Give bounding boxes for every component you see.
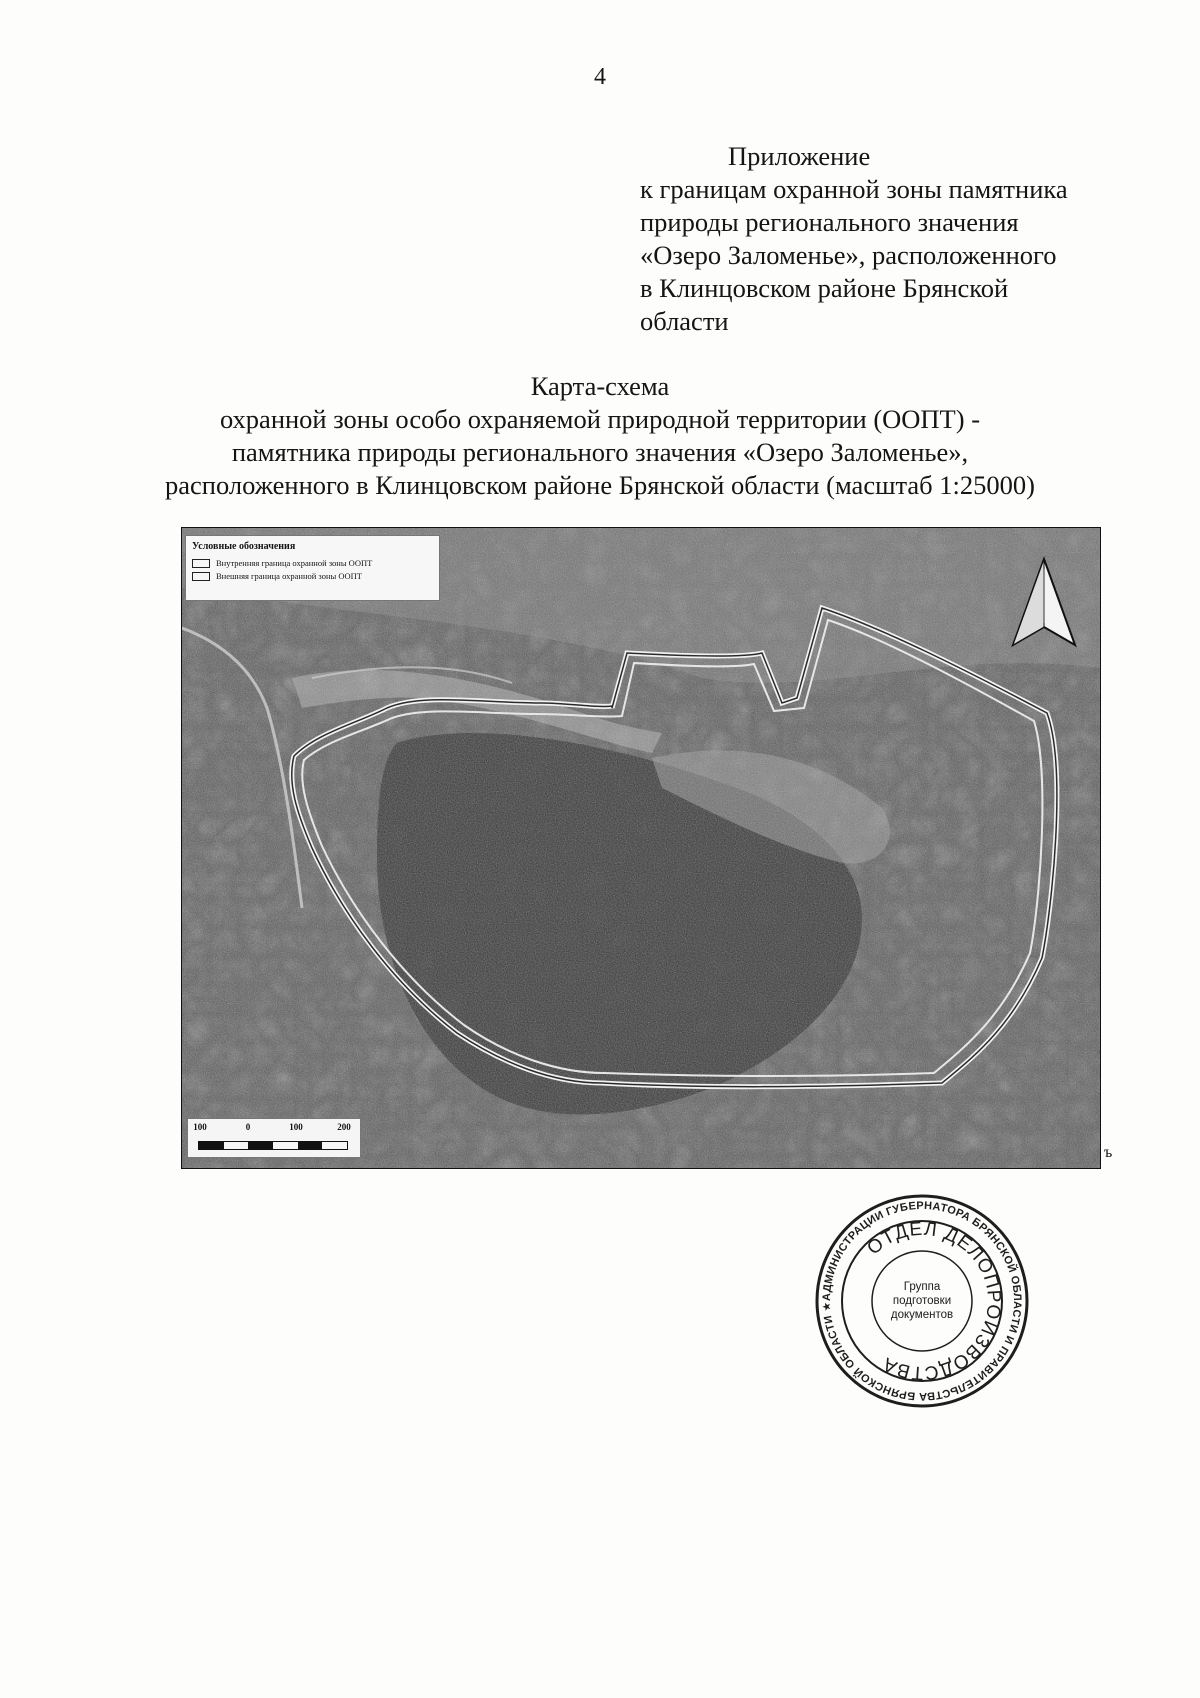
scale-label: 200 [337, 1122, 351, 1132]
legend-item [192, 558, 433, 568]
scale-labels [188, 1122, 360, 1136]
scale-label: 100 [193, 1122, 207, 1132]
legend-title: Условные обозначения [192, 541, 296, 552]
map-heading-line: охранной зоны особо охраняемой природной территории (ООПТ) - [219, 404, 981, 434]
map-legend [185, 535, 440, 601]
scale-segment [322, 1142, 347, 1149]
scale-segment [298, 1142, 323, 1149]
scale-label: 100 [289, 1122, 303, 1132]
north-arrow-icon [1009, 555, 1079, 655]
stamp-center [814, 1193, 1030, 1409]
scale-segment [248, 1142, 273, 1149]
map-heading-line: расположенного в Клинцовском районе Брянской области (масштаб 1:25000) [165, 470, 1035, 500]
svg-text:ОТДЕЛ ДЕЛОПРОИЗВОДСТВА: ОТДЕЛ ДЕЛОПРОИЗВОДСТВА [863, 1218, 1005, 1384]
legend-item-label: Внутренняя граница охранной зоны ООПТ [216, 558, 373, 568]
appendix-line: области [640, 306, 729, 336]
scale-segment [273, 1142, 298, 1149]
appendix-line: к границам охранной зоны памятника [640, 174, 1068, 204]
scale-segment [199, 1142, 224, 1149]
satellite-map [181, 527, 1101, 1169]
legend-item-label: Внешняя граница охранной зоны ООПТ [216, 571, 362, 581]
stamp-center-line: Группа [903, 1281, 941, 1293]
appendix-title: Приложение [728, 141, 871, 171]
appendix-line: «Озеро Заломенье», расположенного [640, 240, 1057, 270]
svg-text:АДМИНИСТРАЦИИ ГУБЕРНАТОРА БРЯН: АДМИНИСТРАЦИИ ГУБЕРНАТОРА БРЯНСКОЙ ОБЛАСТИ И ПРАВИТЕЛЬСТВА БРЯНСКОЙ ОБЛАСТИ ★ [820, 1199, 1024, 1403]
page-number: 4 [594, 64, 606, 90]
map-image [182, 528, 1100, 1168]
legend-swatch-icon [192, 572, 210, 581]
stamp-center-line: документов [890, 1309, 954, 1321]
stamp-center-line: подготовки [892, 1295, 952, 1307]
margin-mark: ъ [1104, 1144, 1113, 1161]
scale-segment [224, 1142, 249, 1149]
appendix-line: природы регионального значения [640, 207, 1019, 237]
map-heading [0, 370, 1200, 502]
scale-bar [187, 1118, 361, 1158]
scale-bar-graphic [198, 1141, 348, 1150]
legend-item [192, 571, 433, 581]
appendix-line: в Клинцовском районе Брянской [640, 273, 1009, 303]
official-stamp [814, 1193, 1030, 1414]
legend-swatch-icon [192, 559, 210, 568]
appendix-block [640, 140, 1120, 338]
map-heading-title: Карта-схема [530, 371, 670, 401]
scale-label: 0 [245, 1122, 251, 1132]
map-heading-line: памятника природы регионального значения «Озеро Заломенье», [231, 437, 969, 467]
